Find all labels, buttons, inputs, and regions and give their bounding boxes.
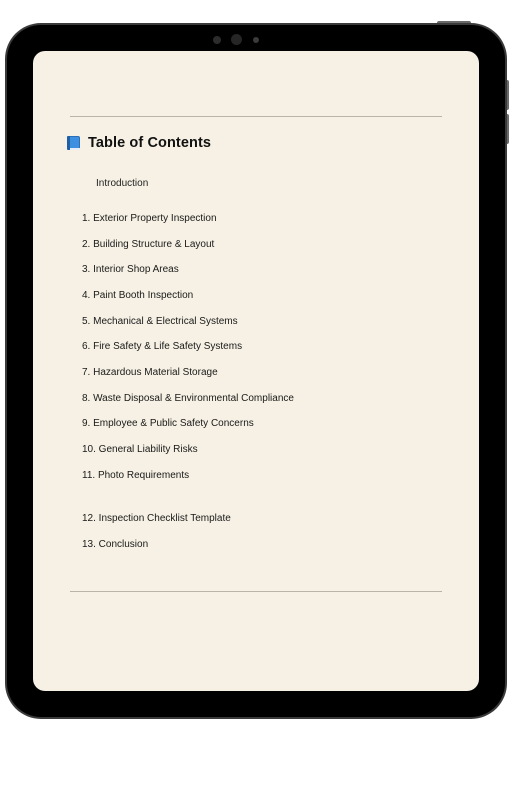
toc-item-introduction[interactable]: Introduction [96,178,149,189]
top-divider [70,116,442,117]
ambient-sensor [213,36,221,44]
toc-item[interactable]: 2. Building Structure & Layout [82,239,215,250]
toc-item[interactable]: 1. Exterior Property Inspection [82,213,217,224]
proximity-sensor [253,37,259,43]
document-page [33,51,479,691]
toc-item[interactable]: 5. Mechanical & Electrical Systems [82,316,238,327]
toc-item[interactable]: 12. Inspection Checklist Template [82,513,231,524]
toc-item[interactable]: 9. Employee & Public Safety Concerns [82,418,254,429]
toc-item[interactable]: 11. Photo Requirements [82,470,190,481]
toc-item[interactable]: 10. General Liability Risks [82,444,198,455]
toc-item[interactable]: 13. Conclusion [82,539,149,550]
bottom-divider [70,591,442,592]
toc-item[interactable]: 8. Waste Disposal & Environmental Compliance [82,393,294,404]
volume-down-button[interactable] [505,114,509,144]
toc-item[interactable]: 4. Paint Booth Inspection [82,290,194,301]
volume-up-button[interactable] [505,80,509,110]
toc-item[interactable]: 3. Interior Shop Areas [82,264,179,275]
front-camera-icon [231,34,242,45]
toc-item[interactable]: 7. Hazardous Material Storage [82,367,218,378]
toc-title: Table of Contents [88,135,212,151]
toc-item[interactable]: 6. Fire Safety & Life Safety Systems [82,341,243,352]
toc-heading [67,135,211,151]
book-icon [67,136,81,151]
